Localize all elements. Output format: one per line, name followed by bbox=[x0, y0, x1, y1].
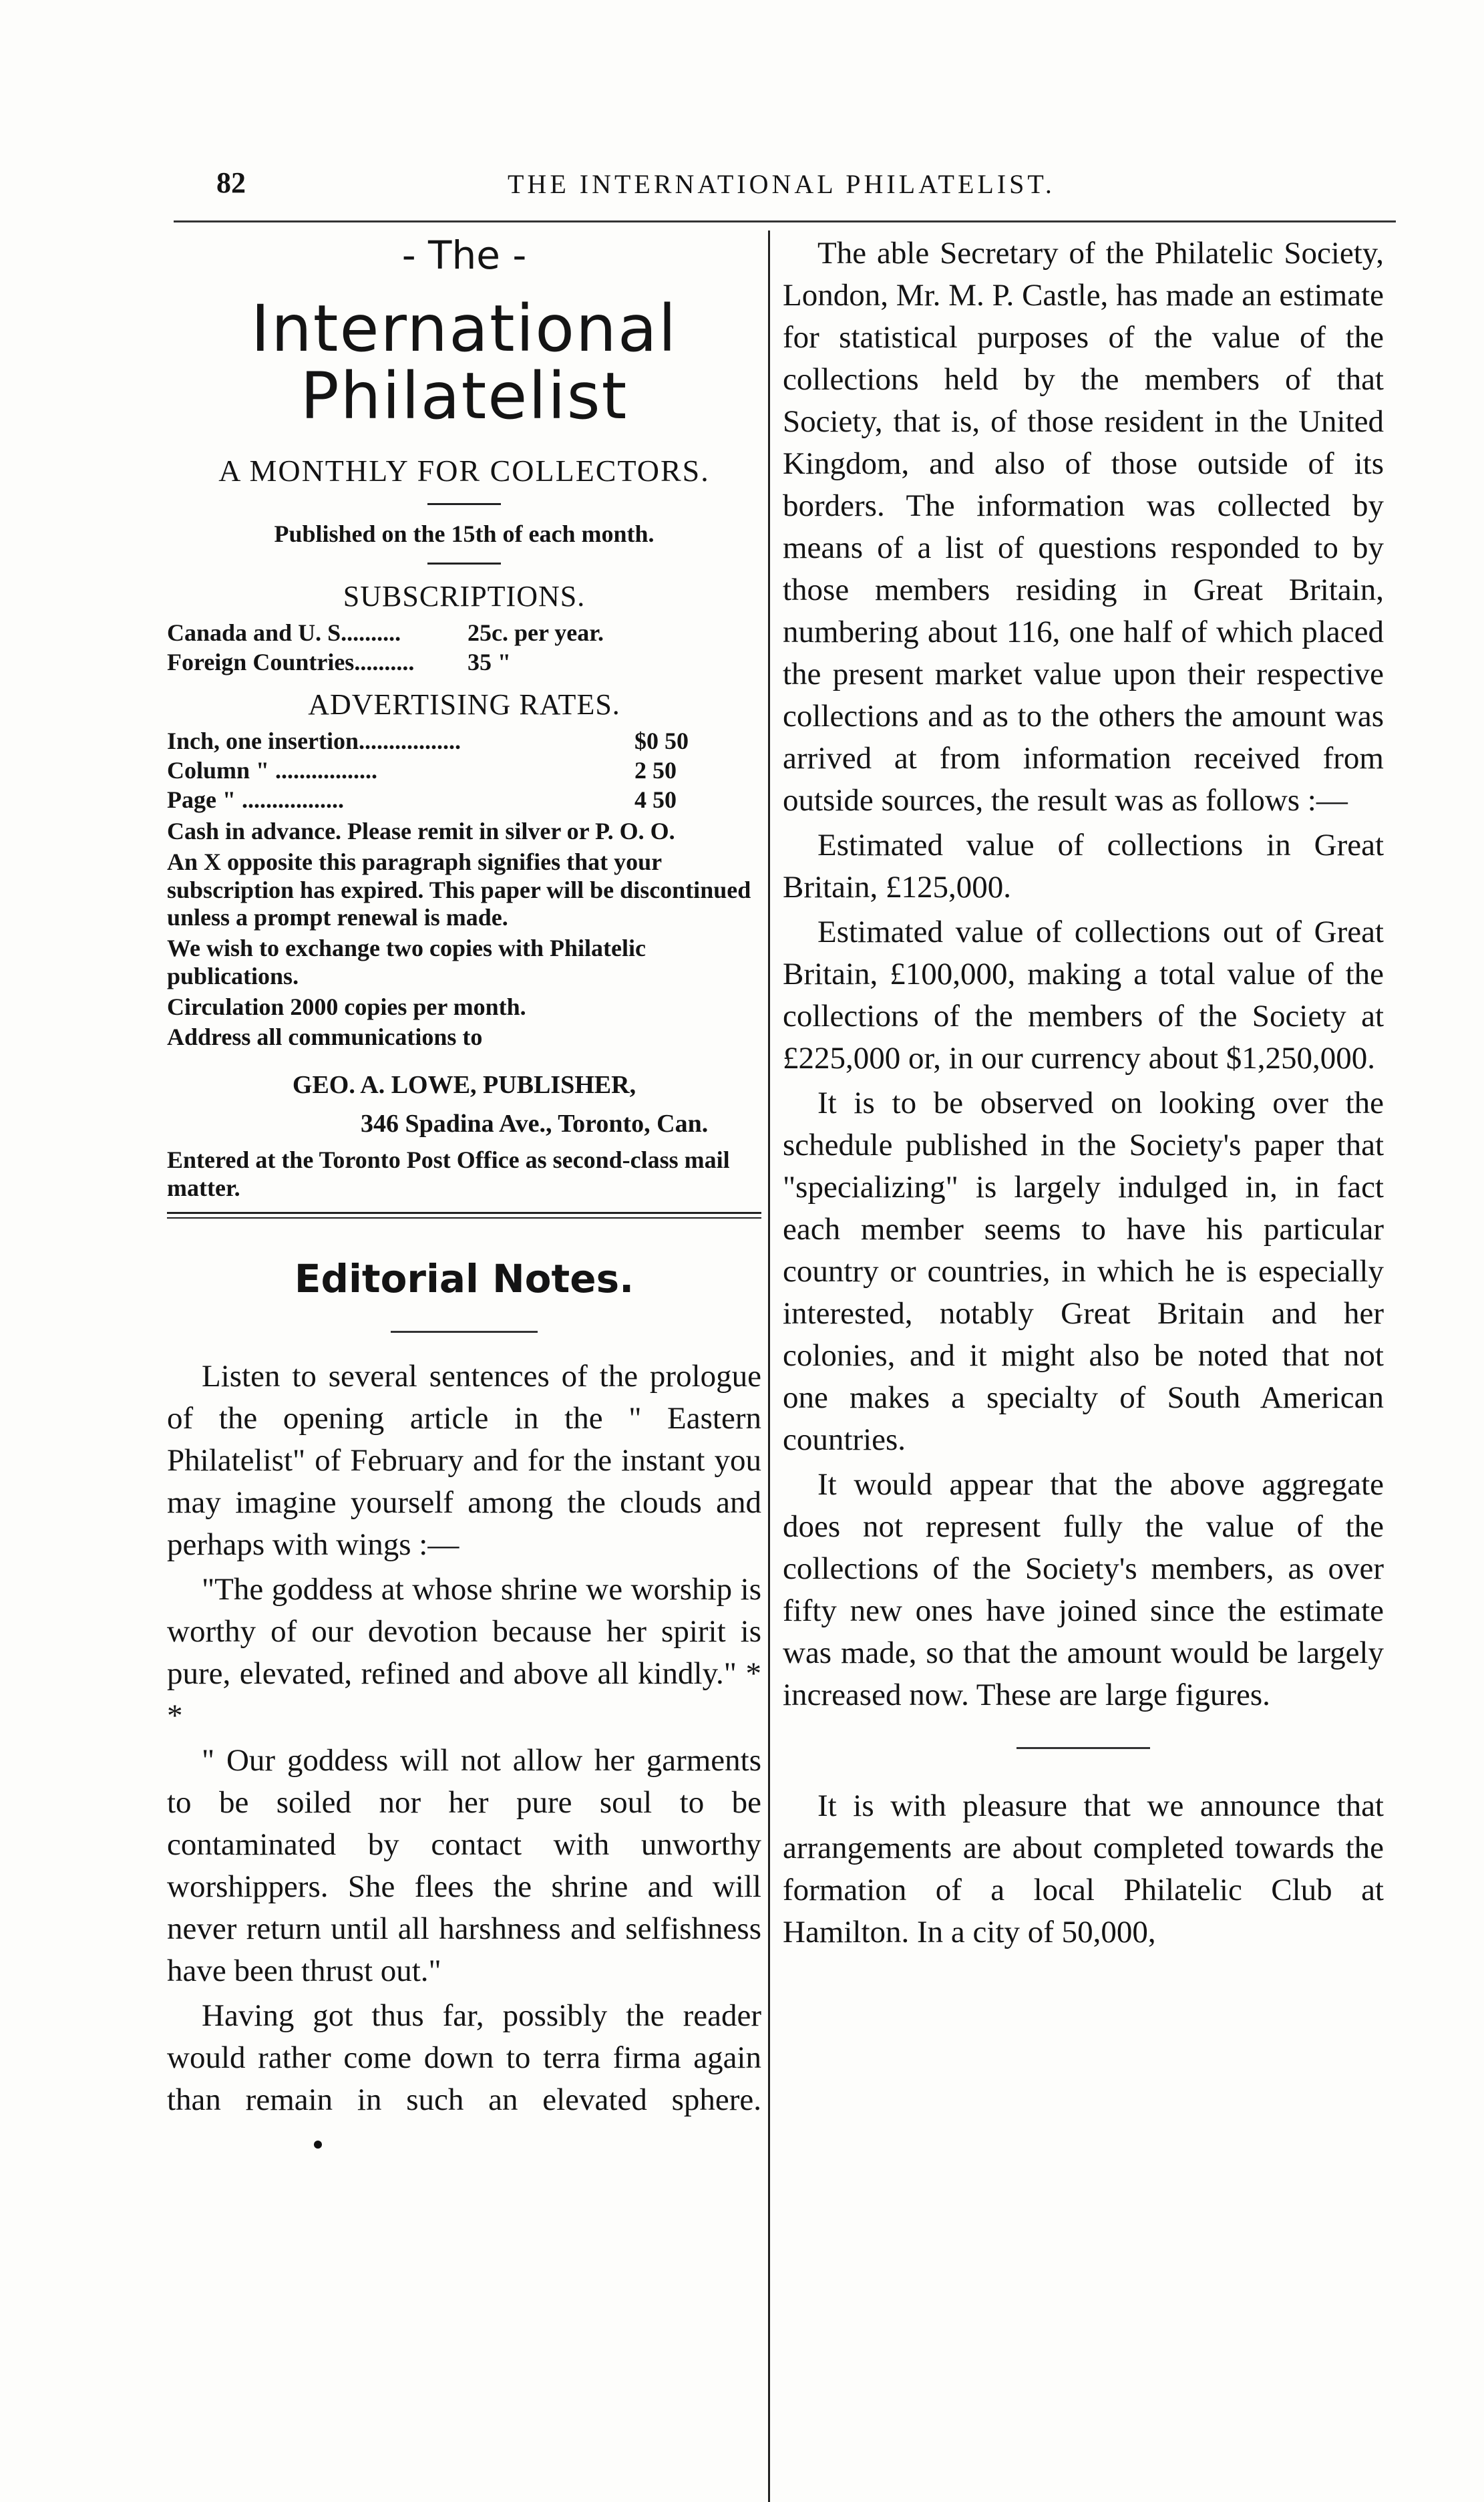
rate-amount: 4 50 bbox=[634, 786, 677, 814]
article-paragraph: Estimated value of collections in Great Britain, £125,000. bbox=[783, 828, 1384, 905]
exchange-notice: We wish to exchange two copies with Philatelic publications. bbox=[167, 935, 646, 989]
rate-label: Page " ................. bbox=[167, 786, 344, 814]
left-column bbox=[167, 227, 761, 2166]
bullet-ornament bbox=[314, 2141, 322, 2149]
masthead-title: International Philatelist bbox=[250, 291, 678, 434]
notices bbox=[167, 818, 761, 1052]
rate-label: Foreign Countries.......... bbox=[167, 648, 415, 675]
rate-amount: 25c. per year. bbox=[468, 619, 604, 646]
editorial-paragraph: Listen to several sentences of the prologue of the opening article in the " Eastern Philatelist" of February and for the instant you may imagine yourself among the clouds and perhaps with wings :— bbox=[167, 1358, 761, 1562]
header-rule bbox=[174, 220, 1396, 222]
cash-notice: Cash in advance. Please remit in silver or P. O. O. bbox=[167, 818, 675, 845]
masthead-tagline: A MONTHLY FOR COLLECTORS. bbox=[218, 453, 710, 488]
subscriptions-heading: SUBSCRIPTIONS. bbox=[343, 579, 586, 613]
publisher-name: GEO. A. LOWE, PUBLISHER, bbox=[292, 1071, 636, 1100]
rate-row bbox=[167, 786, 761, 815]
right-column-body bbox=[783, 232, 1384, 1953]
right-column bbox=[783, 232, 1384, 1956]
rate-amount: 35 " bbox=[468, 648, 511, 675]
rate-label: Inch, one insertion................. bbox=[167, 728, 461, 755]
rate-amount: $0 50 bbox=[634, 728, 689, 755]
divider bbox=[1016, 1747, 1150, 1749]
running-title: THE INTERNATIONAL PHILATELIST. bbox=[508, 169, 1055, 199]
expiry-notice: An X opposite this paragraph signifies that your subscription has expired. This paper will be discontinued unless a prompt renewal is made. bbox=[167, 848, 751, 931]
article-paragraph: Estimated value of collections out of Great Britain, £100,000, making a total value of the collections of the members of the Society at £225,000 or, in our currency about $1,250,000. bbox=[783, 915, 1384, 1076]
subscription-rates bbox=[167, 619, 761, 677]
double-rule bbox=[167, 1212, 761, 1219]
circulation-notice: Circulation 2000 copies per month. bbox=[167, 993, 526, 1020]
rate-label: Column " ................. bbox=[167, 757, 378, 784]
divider bbox=[427, 503, 501, 505]
publisher-address: 346 Spadina Ave., Toronto, Can. bbox=[361, 1110, 709, 1138]
article-paragraph: It would appear that the above aggregate does not represent fully the value of the collections of the Society's members, as over fifty new ones have joined since the estimate was made, so that the amount would be largely increased now. These are large figures. bbox=[783, 1467, 1384, 1712]
editorial-paragraph bbox=[167, 1995, 761, 2163]
article-paragraph: The able Secretary of the Philatelic Society, London, Mr. M. P. Castle, has made an estimate for statistical purposes of the value of the collections held by the members of that Society, that is, of those resident in the United Kingdom, and also of those outside of its borders. The information was collected by means of a list of questions responded to by those members residing in Great Britain, numbering about 116, one half of which placed the present market value upon their respective collections and as to the others the amount was arrived at from information received from outside sources, the result was as follows :— bbox=[783, 236, 1384, 818]
advertising-rates bbox=[167, 727, 761, 815]
rate-label: Canada and U. S.......... bbox=[167, 619, 401, 646]
editorial-paragraph: "The goddess at whose shrine we worship is worthy of our devotion because her spirit is pure, elevated, refined and above all kindly." * * bbox=[167, 1571, 761, 1733]
rate-row bbox=[167, 619, 761, 648]
publication-schedule: Published on the 15th of each month. bbox=[274, 520, 655, 547]
editorial-title: Editorial Notes. bbox=[294, 1255, 634, 1301]
rate-row bbox=[167, 727, 761, 756]
editorial-paragraph-text: Having got thus far, possibly the reader would rather come down to terra firma again than remain in such an elevated sphere. bbox=[167, 1998, 761, 2117]
column-divider bbox=[768, 230, 770, 2502]
rate-row bbox=[167, 756, 761, 786]
masthead-the: - The - bbox=[401, 232, 527, 278]
divider bbox=[427, 563, 501, 565]
divider bbox=[391, 1331, 538, 1333]
page-number: 82 bbox=[216, 166, 246, 199]
editorial-paragraph: " Our goddess will not allow her garments to be soiled nor her pure soul to be contaminated by contact with unworthy worshippers. She flees the shrine and will never return until all harshness and selfishness have been thrust out." bbox=[167, 1742, 761, 1988]
advertising-heading: ADVERTISING RATES. bbox=[308, 688, 620, 722]
page-header bbox=[160, 166, 1403, 206]
address-notice: Address all communications to bbox=[167, 1024, 483, 1051]
article-paragraph: It is to be observed on looking over the schedule published in the Society's paper that "specializing" is largely indulged in, in fact each member seems to have his particular country or countries, in which he is especially interested, notably Great Britain and her colonies, and it might also be noted that not one makes a specialty of South American countries. bbox=[783, 1086, 1384, 1457]
editorial-body bbox=[167, 1356, 761, 2163]
rate-row bbox=[167, 648, 761, 677]
postal-entry-notice: Entered at the Toronto Post Office as second-class mail matter. bbox=[167, 1146, 730, 1201]
rate-amount: 2 50 bbox=[634, 757, 677, 784]
article-paragraph: It is with pleasure that we announce that arrangements are about completed towards the formation of a local Philatelic Club at Hamilton. In a city of 50,000, bbox=[783, 1788, 1384, 1949]
